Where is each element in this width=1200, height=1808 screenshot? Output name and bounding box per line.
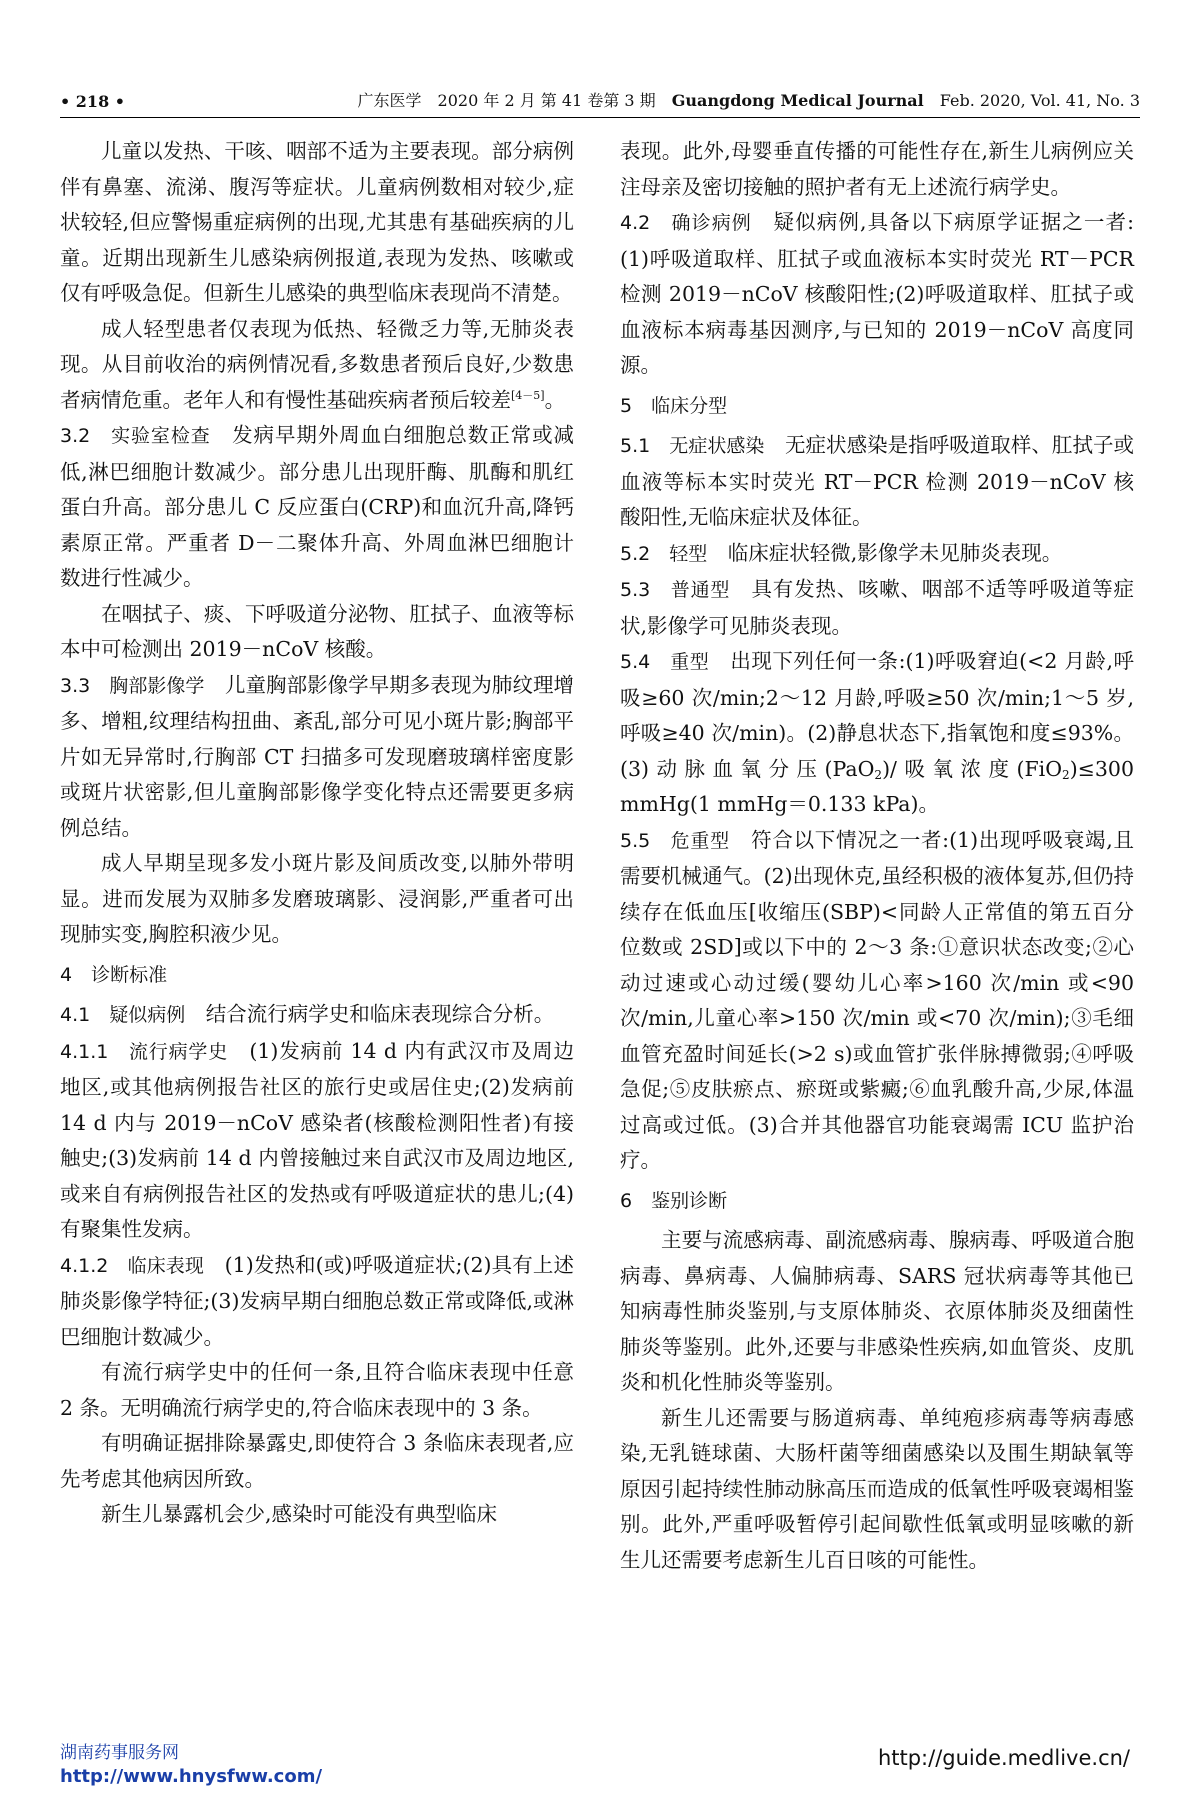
section-body: 儿童胸部影像学早期多表现为肺纹理增多、增粗,纹理结构扭曲、紊乱,部分可见小斑片影;胸部平片如无异常时,行胸部 CT 扫描多可发现磨玻璃样密度影或斑片状密影,但儿童胸部影像学变化特点还需要更多病例总结。 — [60, 672, 575, 840]
section-body: 符合以下情况之一者:(1)出现呼吸衰竭,且需要机械通气。(2)出现休克,虽经积极的液体复苏,但仍持续存在低血压[收缩压(SBP)<同龄人正常值的第五百分位数或 2SD]或以下中的 2～3 条:①意识状态改变;②心动过速或心动过缓(婴幼儿心率>160 次/min 或<90 次/min,儿童心率>150 次/min 或<70 次/min);③毛细血管充盈时间延长(>2 s)或血管扩张伴脉搏微弱;④呼吸急促;⑤皮肤瘀点、瘀斑或紫癜;⑥血乳酸升高,少尿,体温过高或过低。(3)合并其他器官功能衰竭需 ICU 监护治疗。 — [620, 827, 1134, 1172]
left-column — [60, 134, 574, 1533]
watermark-url-link[interactable]: http://www.hnysfww.com/ — [60, 1766, 323, 1787]
section-heading: 5.4 重型 — [620, 651, 710, 673]
section-3-2 — [60, 418, 574, 597]
paragraph: 儿童以发热、干咳、咽部不适为主要表现。部分病例伴有鼻塞、流涕、腹泻等症状。儿童病例数相对较少,症状较轻,但应警惕重症病例的出现,尤其患有基础疾病的儿童。近期出现新生儿感染病例报道,表现为发热、咳嗽或仅有呼吸急促。但新生儿感染的典型临床表现尚不清楚。 — [60, 139, 574, 305]
section-heading: 5.2 轻型 — [620, 542, 708, 565]
subscript: 2 — [874, 767, 883, 782]
paragraph-end: 。 — [544, 387, 566, 412]
journal-info — [358, 88, 1140, 111]
section-heading: 3.3 胸部影像学 — [60, 674, 205, 697]
section-4-heading — [60, 957, 574, 994]
watermark-site-name: 湖南药事服务网 — [60, 1743, 179, 1763]
section-heading: 4.1.1 流行病学史 — [60, 1040, 229, 1063]
section-5-heading — [620, 388, 1134, 425]
paragraph: 表现。此外,母婴垂直传播的可能性存在,新生儿病例应关注母亲及密切接触的照护者有无上述流行病学史。 — [620, 139, 1134, 199]
paragraph: 主要与流感病毒、副流感病毒、腺病毒、呼吸道合胞病毒、鼻病毒、人偏肺病毒、SARS 冠状病毒等其他已知病毒性肺炎鉴别,与支原体肺炎、衣原体肺炎及细菌性肺炎等鉴别。此外,还要与非感染性疾病,如血管炎、皮肌炎和机化性肺炎等鉴别。 — [620, 1228, 1134, 1394]
journal-issue: Feb. 2020, Vol. 41, No. 3 — [939, 91, 1140, 110]
section-title: 6 鉴别诊断 — [620, 1189, 728, 1212]
section-body: 疑似病例,具备以下病原学证据之一者:(1)呼吸道取样、肛拭子或血液标本实时荧光 RT－PCR 检测 2019－nCoV 核酸阳性;(2)呼吸道取样、肛拭子或血液标本病毒基因测序,与已知的 2019－nCoV 高度同源。 — [620, 210, 1134, 377]
section-5-5 — [620, 823, 1134, 1179]
section-body: 发病早期外周血白细胞总数正常或减低,淋巴细胞计数减少。部分患儿出现肝酶、肌酶和肌红蛋白升高。部分患儿 C 反应蛋白(CRP)和血沉升高,降钙素原正常。严重者 D－二聚体升高、外周血淋巴细胞计数进行性减少。 — [60, 423, 575, 590]
paragraph-text: 成人轻型患者仅表现为低热、轻微乏力等,无肺炎表现。从目前收治的病例情况看,多数患者预后良好,少数患者病情危重。老年人和有慢性基础疾病者预后较差 — [60, 316, 574, 412]
section-body: 具有发热、咳嗽、咽部不适等呼吸道等症状,影像学可见肺炎表现。 — [620, 577, 1135, 638]
section-4-1 — [60, 997, 574, 1034]
section-5-4 — [620, 644, 1134, 823]
watermark-right-url-link[interactable]: http://guide.medlive.cn/ — [877, 1746, 1130, 1770]
section-heading: 4.2 确诊病例 — [620, 212, 752, 234]
paragraph: 新生儿还需要与肠道病毒、单纯疱疹病毒等病毒感染,无乳链球菌、大肠杆菌等细菌感染以及围生期缺氧等原因引起持续性肺动脉高压而造成的低氧性呼吸衰竭相鉴别。此外,严重呼吸暂停引起间歇性低氧或明显咳嗽的新生儿还需要考虑新生儿百日咳的可能性。 — [620, 1405, 1134, 1572]
section-heading: 4.1 疑似病例 — [60, 1004, 186, 1026]
section-title: 5 临床分型 — [620, 394, 728, 417]
section-body: (1)发热和(或)呼吸道症状;(2)具有上述肺炎影像学特征;(3)发病早期白细胞总数正常或降低,或淋巴细胞计数减少。 — [60, 1252, 574, 1349]
paragraph: 在咽拭子、痰、下呼吸道分泌物、肛拭子、血液等标本中可检测出 2019－nCoV 核酸。 — [60, 601, 574, 661]
section-body: 无症状感染是指呼吸道取样、肛拭子或血液等标本实时荧光 RT－PCR 检测 2019－nCoV 核酸阳性,无临床症状及体征。 — [620, 433, 1135, 529]
section-body: 结合流行病学史和临床表现综合分析。 — [185, 1002, 555, 1026]
paragraph: 有明确证据排除暴露史,即使符合 3 条临床表现者,应先考虑其他病因所致。 — [60, 1431, 574, 1491]
section-5-2 — [620, 536, 1134, 573]
section-4-1-2 — [60, 1248, 574, 1356]
section-6-heading — [620, 1183, 1134, 1220]
citation: [4－5] — [511, 388, 545, 402]
running-header — [60, 88, 1140, 112]
page-number: • 218 • — [60, 92, 125, 111]
paragraph: 有流行病学史中的任何一条,且符合临床表现中任意 2 条。无明确流行病学史的,符合临床表现中的 3 条。 — [60, 1360, 574, 1420]
section-4-1-1 — [60, 1034, 574, 1248]
section-5-1 — [620, 428, 1134, 536]
paragraph: 新生儿暴露机会少,感染时可能没有典型临床 — [101, 1502, 498, 1526]
section-body: 临床症状轻微,影像学未见肺炎表现。 — [707, 540, 1063, 565]
section-body: )/吸氧浓度(FiO — [882, 756, 1063, 781]
section-4-2 — [620, 205, 1134, 384]
section-3-3 — [60, 668, 574, 847]
section-heading: 4.1.2 临床表现 — [60, 1254, 205, 1277]
section-body: (1)发病前 14 d 内有武汉市及周边地区,或其他病例报告社区的旅行史或居住史;(2)发病前 14 d 内与 2019－nCoV 感染者(核酸检测阳性者)有接触史;(3)发病前 14 d 内曾接触过来自武汉市及周边地区,或来自有病例报告社区的发热或有呼吸道症状的患儿;(4)有聚集性发病。 — [60, 1038, 574, 1241]
right-column — [620, 134, 1134, 1578]
header-rule — [60, 117, 1140, 118]
section-title: 4 诊断标准 — [60, 963, 168, 986]
section-heading: 5.1 无症状感染 — [620, 435, 765, 457]
section-body: )≤300 mmHg(1 mmHg＝0.133 kPa)。 — [620, 756, 1134, 816]
watermark-left — [60, 1742, 360, 1790]
journal-en: Guangdong Medical Journal — [671, 91, 924, 110]
journal-cn: 广东医学 2020 年 2 月 第 41 卷第 3 期 — [357, 91, 656, 110]
paragraph — [60, 312, 574, 419]
paragraph: 成人早期呈现多发小斑片影及间质改变,以肺外带明显。进而发展为双肺多发磨玻璃影、浸润影,严重者可出现肺实变,胸腔积液少见。 — [60, 851, 574, 946]
section-heading: 5.5 危重型 — [620, 829, 730, 852]
section-body: 出现下列任何一条:(1)呼吸窘迫(<2 月龄,呼吸≥60 次/min;2～12 月龄,呼吸≥50 次/min;1～5 岁,呼吸≥40 次/min)。(2)静息状态下,指氧饱和度≤93%。(3)动脉血氧分压(PaO — [620, 649, 1134, 781]
section-5-3 — [620, 572, 1134, 644]
section-heading: 5.3 普通型 — [620, 579, 731, 601]
section-heading: 3.2 实验室检查 — [60, 425, 211, 447]
subscript: 2 — [1062, 767, 1070, 782]
